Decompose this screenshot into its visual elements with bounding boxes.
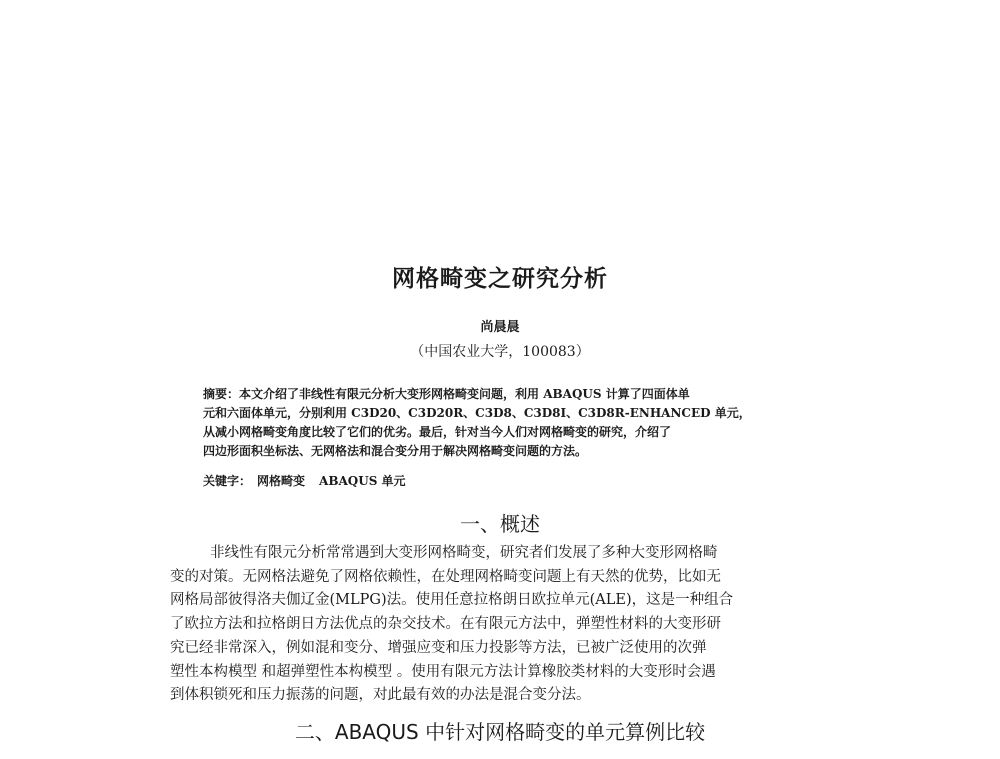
keywords: [203, 472, 420, 489]
paragraph-line: 究已经非常深入，例如混和变分、增强应变和压力投影等方法，已被广泛使用的次弹: [170, 639, 707, 656]
paragraph-line: 变的对策。无网格法避免了网格依赖性，在处理网格畸变问题上有天然的优势，比如无: [170, 568, 721, 585]
author-name: 尚晨晨: [480, 320, 520, 335]
section-heading-abaqus: 二、ABAQUS 中针对网格畸变的单元算例比较: [294, 720, 706, 744]
abstract-line: 元和六面体单元，分别利用 C3D20、C3D20R、C3D8、C3D8I、C3D8R-ENHANCED 单元，: [203, 406, 751, 420]
author-affiliation: （中国农业大学，100083）: [410, 344, 590, 360]
abstract-label: 摘要：: [203, 387, 240, 401]
abstract-line: 从减小网格畸变角度比较了它们的优劣。最后，针对当今人们对网格畸变的研究，介绍了: [203, 425, 672, 439]
section-body-overview: [170, 542, 790, 708]
abstract-line: [203, 385, 803, 404]
abstract: [203, 385, 803, 461]
paragraph-line: 了欧拉方法和拉格朗日方法优点的杂交技术。在有限元方法中，弹塑性材料的大变形研: [170, 616, 721, 633]
paragraph-line: 塑性本构模型 和超弹塑性本构模型 。使用有限元方法计算橡胶类材料的大变形时会遇: [170, 663, 716, 680]
paragraph-line: 到体积锁死和压力振荡的问题，对此最有效的办法是混合变分法。: [170, 687, 591, 704]
paragraph-line: 非线性有限元分析常常遇到大变形网格畸变，研究者们发展了多种大变形网格畸: [210, 545, 718, 561]
section-heading-overview: 一、概述: [460, 512, 540, 536]
keywords-label: 关键字：: [203, 474, 252, 488]
keyword: ABAQUS 单元: [319, 474, 406, 488]
paper-title: 网格畸变之研究分析: [392, 265, 608, 292]
abstract-text: 本文介绍了非线性有限元分析大变形网格畸变问题，利用 ABAQUS 计算了四面体单: [239, 387, 690, 401]
abstract-line: 四边形面积坐标法、无网格法和混合变分用于解决网格畸变问题的方法。: [203, 444, 588, 458]
paragraph-line: 网格局部彼得洛夫伽辽金(MLPG)法。使用任意拉格朗日欧拉单元(ALE)，这是一种组合: [170, 592, 734, 609]
keyword: 网格畸变: [257, 474, 306, 488]
